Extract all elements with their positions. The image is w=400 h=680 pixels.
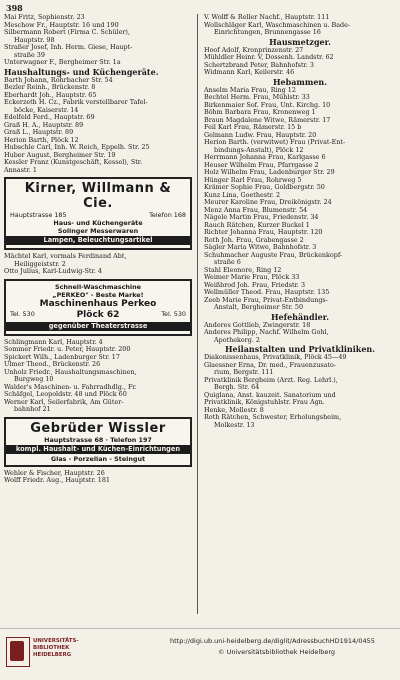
directory-entry: Diakonissenhaus, Privatklinik, Plöck 45—49	[204, 354, 347, 361]
entries-lower	[4, 339, 192, 414]
directory-entry: Ulmer Theod., Brückenstr. 26	[4, 361, 101, 368]
directory-entry: Spickert Wilh., Ladenburger Str. 17	[4, 353, 120, 361]
column-divider	[197, 14, 198, 614]
copyright-notice: © Universitätsbibliothek Heidelberg	[218, 648, 336, 656]
ad-perkeo-line2: „PERKEO" - Beste Marke!	[52, 290, 144, 299]
directory-entry: Wolff Friedr. Aug., Hauptstr. 181	[4, 477, 110, 484]
directory-entry: Hünger Rarl Frau, Rohrweg 5	[204, 176, 302, 184]
ad-kirner	[4, 177, 192, 250]
ad-wissler-name: Gebrüder Wissler	[30, 420, 166, 436]
directory-entry: Wollschläger Karl, Waschmaschinen u. Bade-	[204, 21, 351, 29]
directory-entry: Privatklinik, Königstuhlstr. Frau Agn.	[204, 399, 325, 406]
directory-entry: Anderes Gottlieb, Zwingerstr. 18	[204, 321, 311, 329]
ad-kirner-line1: Haus- und Küchengeräte	[53, 219, 143, 227]
ad-kirner-name: Kirner, Willmann & Cie.	[24, 181, 172, 211]
ad-perkeo-line3: gegenüber Theaterstrasse	[6, 322, 190, 331]
directory-entry: Menz Anna Frau, Blumenstr. 54	[204, 206, 308, 214]
entries-bottom	[4, 470, 192, 485]
entries-hebammen	[204, 87, 396, 312]
ad-wissler	[4, 417, 192, 467]
heading-hausmetzger: Hausmetzger.	[269, 36, 331, 47]
heading-hebammen: Hebammen.	[272, 76, 328, 87]
directory-entry: Apothekerg. 2	[214, 336, 260, 344]
directory-entry: Mächtel Karl, vormals Ferdinand Abt,	[4, 253, 127, 260]
directory-entry: Krämer Sophie Frau, Goldbergstr. 50	[204, 184, 325, 191]
entries-top-right	[204, 14, 396, 37]
directory-entry: Walder's Maschinen- u. Fahrradhdlg., Fr.	[4, 383, 137, 391]
directory-entry: Feil Karl Frau, Rämerstr. 15 b	[204, 124, 302, 131]
directory-entry: Hauptstr. 98	[14, 36, 55, 44]
directory-entry: Hubschle Carl, Inh. W. Reich, Eppelh. Str. 25	[4, 144, 150, 151]
directory-entry: Molkestr. 13	[214, 421, 255, 429]
directory-entry: Bezler Reinh., Brückenstr. 8	[4, 84, 96, 91]
directory-entry: Gelmann Ludw. Frau, Hauptstr. 20	[204, 131, 317, 139]
directory-entry: Anselm Maria Frau, Ring 12	[204, 86, 296, 94]
directory-entry: Kessler Franz (Kunstgeschäft, Kessel), Str.	[4, 159, 143, 166]
directory-entry: Richter Johanna Frau, Hauptstr. 120	[204, 229, 323, 236]
directory-entry: Sägler Maria Witwe, Bahnhofstr. 3	[204, 244, 317, 251]
ad-perkeo-tel-right: Tel. 530	[161, 309, 186, 318]
directory-entry: Meurer Karoline Frau, Dreikönigstr. 24	[204, 199, 332, 206]
right-column	[204, 14, 396, 429]
library-logo-text: UNIVERSITÄTS- BIBLIOTHEK HEIDELBERG	[33, 638, 79, 658]
directory-entry: böcke, Kaiserstr. 14	[14, 106, 79, 114]
directory-entry: straße 6	[214, 259, 241, 266]
directory-entry: Edelfeld Ferd., Hauptstr. 69	[4, 114, 95, 121]
directory-entry: Privatklinik Bergheim (Ärzt. Reg. Lehrl.),	[204, 376, 338, 384]
directory-entry: bindungs-Anstalt), Plöck 12	[214, 146, 304, 154]
directory-entry: Rauch Rätchen, Kurzer Buckel 1	[204, 221, 310, 229]
directory-entry: Wellmüller Theod. Frau, Hauptstr. 135	[204, 289, 330, 296]
directory-entry: Silbermann Robert (Firma C. Schüler),	[4, 29, 130, 36]
directory-entry: Heiliggeiststr. 2	[14, 260, 66, 268]
directory-entry: Herrmann Johanna Frau, Karlgasse 6	[204, 154, 326, 161]
directory-entry: Schlingmann Karl, Hauptstr. 4	[4, 338, 103, 346]
directory-entry: Stahl Eleonore, Ring 12	[204, 266, 282, 274]
entries-hefe	[204, 322, 396, 345]
ad-kirner-line3: Lampen, Beleuchtungsartikel	[6, 236, 190, 245]
directory-entry: Burgweg 10	[14, 376, 54, 383]
left-column	[4, 14, 192, 485]
directory-entry: Herion Barth, Plöck 12	[4, 136, 79, 144]
directory-entry: Wehler & Fischer, Hauptstr. 26	[4, 469, 105, 477]
directory-entry: Straßer Josef, Inh. Herm. Giese, Haupt-	[4, 44, 133, 51]
directory-entry: Meschow Fr., Hauptstr. 16 und 190	[4, 21, 119, 29]
ad-kirner-line2: Solinger Messerwaren	[57, 227, 139, 235]
ad-wissler-line1: kompl. Haushalt- und Küchen-Einrichtungen	[6, 445, 190, 454]
directory-entry: Widmann Karl, Keilerstr. 46	[204, 69, 295, 76]
ad-kirner-phone: Telefon 168	[149, 211, 186, 219]
directory-entry: Herion Barth. (verwitwet) Frau (Privat-Ent-	[204, 139, 346, 146]
directory-entry: Böhm Barbara Frau, Kronenweg 1	[204, 109, 316, 116]
directory-entry: Holz Wilhelm Frau, Ladenburger Str. 29	[204, 169, 335, 176]
ad-perkeo	[4, 279, 192, 336]
directory-entry: Unholz Friedr., Haushaltungsmaschinen,	[4, 368, 137, 376]
directory-entry: Schertzbrand Peter, Bahnhofstr. 3	[204, 61, 314, 69]
directory-entry: Heuser Wilhelm Frau, Pfarrgasse 2	[204, 161, 319, 169]
directory-entry: Anstalt, Bergheimer Str. 50	[214, 304, 304, 311]
directory-entry: Huber August, Bergheimer Str. 19	[4, 151, 116, 159]
library-logo	[6, 637, 30, 667]
ad-perkeo-name: Maschinenhaus Perkeo	[39, 298, 157, 309]
directory-entry: Einrichtungen, Brunnengasse 16	[214, 29, 321, 36]
directory-entry: Annastr. 1	[4, 166, 37, 174]
directory-entry: Otto Julius, Karl-Ludwig-Str. 4	[4, 268, 102, 275]
directory-entry: Eckerzeth H. Cz., Fabrik verstellbarer Tafel-	[4, 99, 148, 106]
directory-entry: Werner Karl, Seilerfabrik, Am Güter-	[4, 398, 124, 406]
library-seal-icon	[10, 641, 24, 661]
directory-entry: Nägele Martin Frau, Friedenstr. 34	[204, 214, 319, 221]
directory-entry: straße 39	[14, 51, 45, 59]
footer-bar	[0, 628, 400, 680]
directory-entry: Mai Fritz, Sophienstr. 23	[4, 14, 85, 21]
entries-hausmetzger	[204, 47, 396, 77]
directory-entry: Kunz Lina, Goethestr. 2	[204, 191, 281, 199]
ad-kirner-address: Hauptstrasse 185	[10, 211, 67, 219]
directory-entry: Birkenmaier Sof. Frau, Unt. Kirchg. 10	[204, 101, 331, 109]
ad-wissler-line2: Glas - Porzellan - Steingut	[50, 454, 146, 463]
directory-entry: Graß L., Hauptstr. 89	[4, 129, 74, 136]
directory-entry: bahnhof 21	[14, 406, 51, 413]
directory-entry: Henke, Mollestr. 8	[204, 406, 264, 414]
heading-haushaltung: Haushaltungs- und Küchengeräte.	[4, 66, 159, 77]
directory-entry: Roth Joh. Frau, Grabengasse 2	[204, 236, 304, 244]
directory-entry: Bergh. Str. 64	[214, 384, 260, 391]
entries-top	[4, 14, 192, 67]
directory-entry: rium, Bergstr. 111	[214, 369, 274, 376]
entries-haushaltung	[4, 77, 192, 175]
directory-entry: Quiglana, Anst. kauzeit. Sanatorium und	[204, 391, 336, 399]
directory-entry: Schuhmacher Auguste Frau, Brückenkopf-	[204, 251, 343, 259]
heading-hefe: Hefehändler.	[271, 311, 329, 322]
ad-perkeo-line1: Schnell-Waschmaschine	[54, 282, 142, 291]
ad-perkeo-street: Plöck 62	[76, 309, 120, 320]
directory-entry: Braun Magdalene Witwe, Rämerstr. 17	[204, 116, 331, 124]
ad-wissler-address: Hauptstrasse 68 · Telefon 197	[44, 435, 152, 444]
ad-perkeo-tel-left: Tel. 530	[10, 309, 35, 318]
directory-entry: Eberhardt Joh., Hauptstr. 65	[4, 91, 97, 99]
directory-entry: Bechtel Herm. Frau, Mühlstr. 33	[204, 94, 310, 101]
directory-entry: Mühldler Heinr. V, Dossenh. Landstr. 62	[204, 54, 334, 61]
directory-entry: Glaessner Erna, Dr. med., Frauenzusato-	[204, 361, 337, 369]
directory-entry: Sommer Friedr. u. Peter, Hauptstr. 200	[4, 346, 131, 353]
directory-entry: Hoof Adolf, Kronprinzenstr. 27	[204, 46, 304, 54]
page-number: 398	[6, 3, 23, 13]
directory-entry: Weißbrod Joh. Frau, Friedstr. 3	[204, 281, 306, 289]
directory-entry: Graß H. A., Hauptstr. 89	[4, 121, 84, 129]
directory-entry: Unterwagner F., Bergheimer Str. 1a	[4, 59, 121, 66]
entries-heilanstalten	[204, 354, 396, 429]
directory-entry: Weimer Marie Frau, Plöck 33	[204, 274, 300, 281]
entries-mid	[4, 253, 192, 276]
directory-entry: Zeeb Marie Frau, Privat-Entbindungs-	[204, 296, 328, 304]
heading-heilanstalten: Heilanstalten und Privatkliniken.	[224, 344, 376, 354]
directory-entry: Roth Rätchen, Schwester, Erholungsheim,	[204, 414, 342, 421]
directory-entry: Barth Johann, Rohrbacher Str. 54	[4, 76, 113, 84]
source-url-link[interactable]: http://digi.ub.uni-heidelberg.de/diglit/AdressbuchHD1914/0455	[170, 637, 375, 645]
directory-entry: V. Wolff & Reller Nachf., Hauptstr. 111	[204, 14, 330, 21]
directory-entry: Schäfgel, Leopoldstr. 48 und Plöck 60	[4, 391, 127, 398]
directory-entry: Anderes Philipp, Nachf. Wilhelm Gohl,	[204, 329, 329, 336]
